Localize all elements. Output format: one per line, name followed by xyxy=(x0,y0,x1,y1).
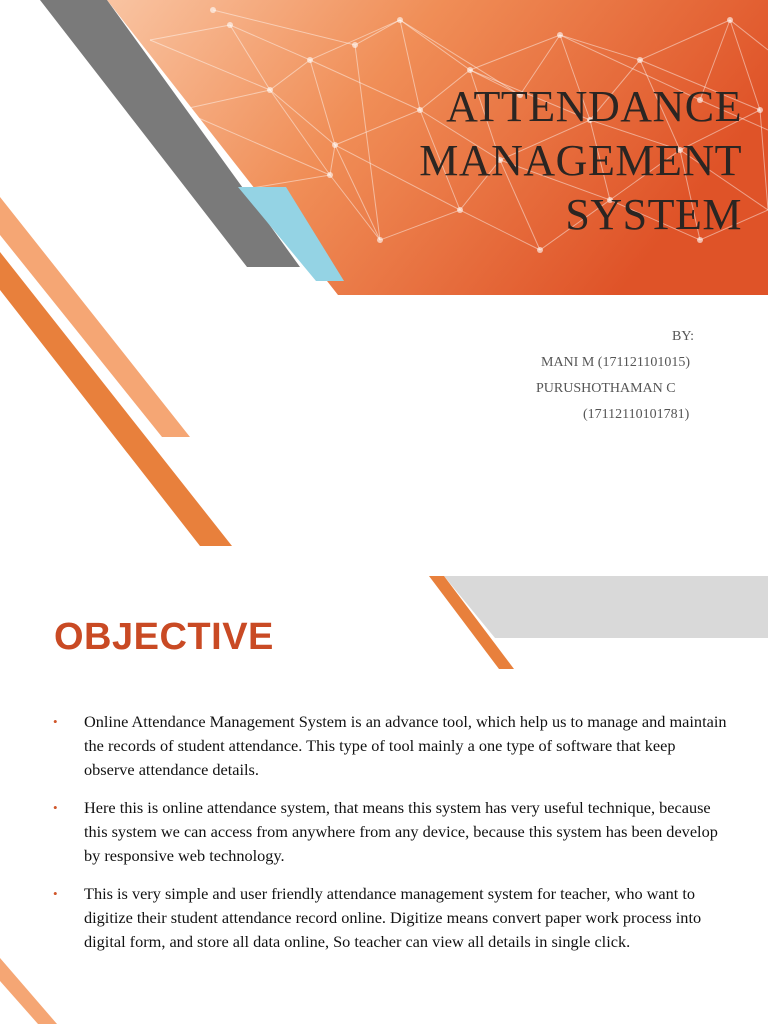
bullet-icon: • xyxy=(53,886,58,901)
objective-slide xyxy=(0,576,768,1024)
title-line-2: MANAGEMENT xyxy=(419,136,742,185)
author-line-3: (17112110101781) xyxy=(583,407,690,422)
bullet-item xyxy=(50,710,730,782)
title-line-3: SYSTEM xyxy=(565,190,742,239)
light-gray-header-band xyxy=(444,576,768,638)
presentation-title xyxy=(322,80,742,242)
orange-diagonal-stripe xyxy=(0,252,232,546)
objective-bullet-list xyxy=(50,710,730,968)
bullet-item xyxy=(50,882,730,954)
author-line-2: PURUSHOTHAMAN C xyxy=(536,381,676,396)
bullet-item xyxy=(50,796,730,868)
bullet-text: Here this is online attendance system, that means this system has very useful technique, because this system we can access from anywhere from any device, because this system has been develop by responsive web technology. xyxy=(84,798,718,865)
objective-heading: OBJECTIVE xyxy=(54,616,274,658)
author-line-1: MANI M (171121101015) xyxy=(541,355,691,370)
bottom-corner-stripe xyxy=(0,958,57,1024)
bullet-text: This is very simple and user friendly attendance management system for teacher, who want to digitize their student attendance record online. Digitize means convert paper work process into digital form, and store all data online, So teacher can view all details in single click. xyxy=(84,884,702,951)
bullet-icon: • xyxy=(53,714,58,729)
bullet-icon: • xyxy=(53,800,58,815)
title-line-1: ATTENDANCE xyxy=(446,82,742,131)
by-label: BY: xyxy=(672,329,695,344)
author-credits xyxy=(520,324,740,428)
bullet-text: Online Attendance Management System is an advance tool, which help us to manage and maintain the records of student attendance. This type of tool mainly a one type of software that keep observe attendance details. xyxy=(84,712,727,779)
